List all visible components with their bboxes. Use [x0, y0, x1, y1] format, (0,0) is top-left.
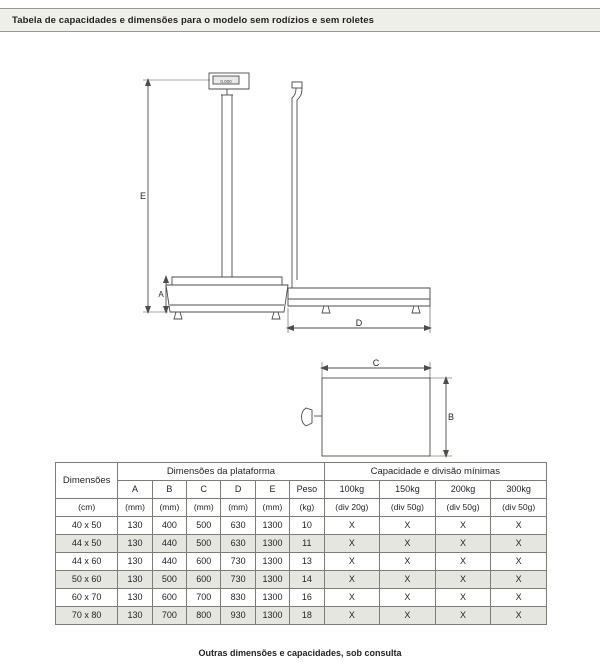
cell-cap-100: X [324, 517, 380, 535]
header-div-200: (div 50g) [435, 499, 491, 517]
cell-c: 500 [187, 517, 221, 535]
cell-b: 600 [152, 589, 186, 607]
header-unit-b: (mm) [152, 499, 186, 517]
cell-peso: 16 [290, 589, 324, 607]
cell-d: 930 [221, 607, 255, 625]
cell-size: 40 x 50 [56, 517, 118, 535]
table-header-row-cols [56, 481, 547, 499]
header-div-100: (div 20g) [324, 499, 380, 517]
header-col-b: B [152, 481, 186, 499]
table-row [56, 535, 547, 553]
cell-c: 800 [187, 607, 221, 625]
cell-cap-300: X [491, 553, 547, 571]
cell-cap-150: X [380, 571, 436, 589]
cell-cap-100: X [324, 535, 380, 553]
cell-cap-200: X [435, 535, 491, 553]
cell-cap-150: X [380, 517, 436, 535]
table-row [56, 607, 547, 625]
technical-drawing [0, 40, 600, 460]
cell-peso: 14 [290, 571, 324, 589]
top-view [302, 362, 453, 458]
header-unit-cm: (cm) [56, 499, 118, 517]
cell-size: 60 x 70 [56, 589, 118, 607]
header-unit-peso: (kg) [290, 499, 324, 517]
cell-peso: 18 [290, 607, 324, 625]
cell-d: 730 [221, 553, 255, 571]
cell-cap-300: X [491, 607, 547, 625]
cell-peso: 11 [290, 535, 324, 553]
cell-cap-150: X [380, 589, 436, 607]
header-col-e: E [255, 481, 289, 499]
cell-cap-300: X [491, 517, 547, 535]
label-d: D [355, 318, 363, 328]
cell-a: 130 [118, 607, 152, 625]
side-view [286, 82, 432, 333]
cell-cap-200: X [435, 607, 491, 625]
cell-c: 700 [187, 589, 221, 607]
header-div-300: (div 50g) [491, 499, 547, 517]
cell-c: 500 [187, 535, 221, 553]
cell-peso: 10 [290, 517, 324, 535]
cell-cap-300: X [491, 535, 547, 553]
cell-e: 1300 [255, 517, 289, 535]
header-col-d: D [221, 481, 255, 499]
cell-cap-100: X [324, 571, 380, 589]
cell-size: 44 x 50 [56, 535, 118, 553]
table-row [56, 589, 547, 607]
display-readout: 0.000 [220, 79, 232, 84]
cell-e: 1300 [255, 607, 289, 625]
label-c: C [372, 358, 380, 368]
cell-cap-300: X [491, 589, 547, 607]
header-unit-a: (mm) [118, 499, 152, 517]
cell-e: 1300 [255, 553, 289, 571]
cell-b: 700 [152, 607, 186, 625]
cell-cap-200: X [435, 553, 491, 571]
table-row [56, 553, 547, 571]
cell-size: 50 x 60 [56, 571, 118, 589]
cell-cap-150: X [380, 607, 436, 625]
cell-cap-300: X [491, 571, 547, 589]
cell-peso: 13 [290, 553, 324, 571]
cell-c: 600 [187, 571, 221, 589]
cell-cap-100: X [324, 553, 380, 571]
header-unit-e: (mm) [255, 499, 289, 517]
cell-e: 1300 [255, 589, 289, 607]
cell-a: 130 [118, 535, 152, 553]
table-row [56, 571, 547, 589]
page-title: Tabela de capacidades e dimensões para o modelo sem rodízios e sem roletes [12, 15, 375, 26]
dimensions-table [55, 462, 547, 625]
label-b: B [447, 412, 455, 422]
header-cap-200: 200kg [435, 481, 491, 499]
cell-size: 70 x 80 [56, 607, 118, 625]
footer-note: Outras dimensões e capacidades, sob consulta [198, 648, 402, 658]
cell-a: 130 [118, 571, 152, 589]
cell-e: 1300 [255, 535, 289, 553]
table-header-row-units [56, 499, 547, 517]
header-cap-300: 300kg [491, 481, 547, 499]
cell-d: 630 [221, 517, 255, 535]
header-banner [0, 8, 600, 32]
cell-cap-200: X [435, 571, 491, 589]
header-dimensions: Dimensões [56, 463, 118, 499]
cell-cap-200: X [435, 517, 491, 535]
cell-d: 730 [221, 571, 255, 589]
cell-b: 400 [152, 517, 186, 535]
label-a: A [158, 290, 164, 299]
cell-b: 440 [152, 535, 186, 553]
header-div-150: (div 50g) [380, 499, 436, 517]
cell-e: 1300 [255, 571, 289, 589]
cell-size: 44 x 60 [56, 553, 118, 571]
header-cap-150: 150kg [380, 481, 436, 499]
cell-a: 130 [118, 553, 152, 571]
header-unit-c: (mm) [187, 499, 221, 517]
header-col-a: A [118, 481, 152, 499]
header-unit-d: (mm) [221, 499, 255, 517]
header-capacity-group: Capacidade e divisão mínimas [324, 463, 546, 481]
cell-d: 830 [221, 589, 255, 607]
header-col-peso: Peso [290, 481, 324, 499]
cell-b: 440 [152, 553, 186, 571]
header-platform-group: Dimensões da plataforma [118, 463, 324, 481]
cell-a: 130 [118, 517, 152, 535]
table-row [56, 517, 547, 535]
header-cap-100: 100kg [324, 481, 380, 499]
cell-cap-200: X [435, 589, 491, 607]
drawing-svg [0, 40, 600, 460]
label-e: E [139, 191, 147, 201]
cell-cap-100: X [324, 589, 380, 607]
header-col-c: C [187, 481, 221, 499]
cell-cap-100: X [324, 607, 380, 625]
cell-c: 600 [187, 553, 221, 571]
cell-d: 630 [221, 535, 255, 553]
cell-a: 130 [118, 589, 152, 607]
cell-cap-150: X [380, 553, 436, 571]
cell-b: 500 [152, 571, 186, 589]
front-view [143, 73, 288, 319]
cell-cap-150: X [380, 535, 436, 553]
table-header-row-groups [56, 463, 547, 481]
